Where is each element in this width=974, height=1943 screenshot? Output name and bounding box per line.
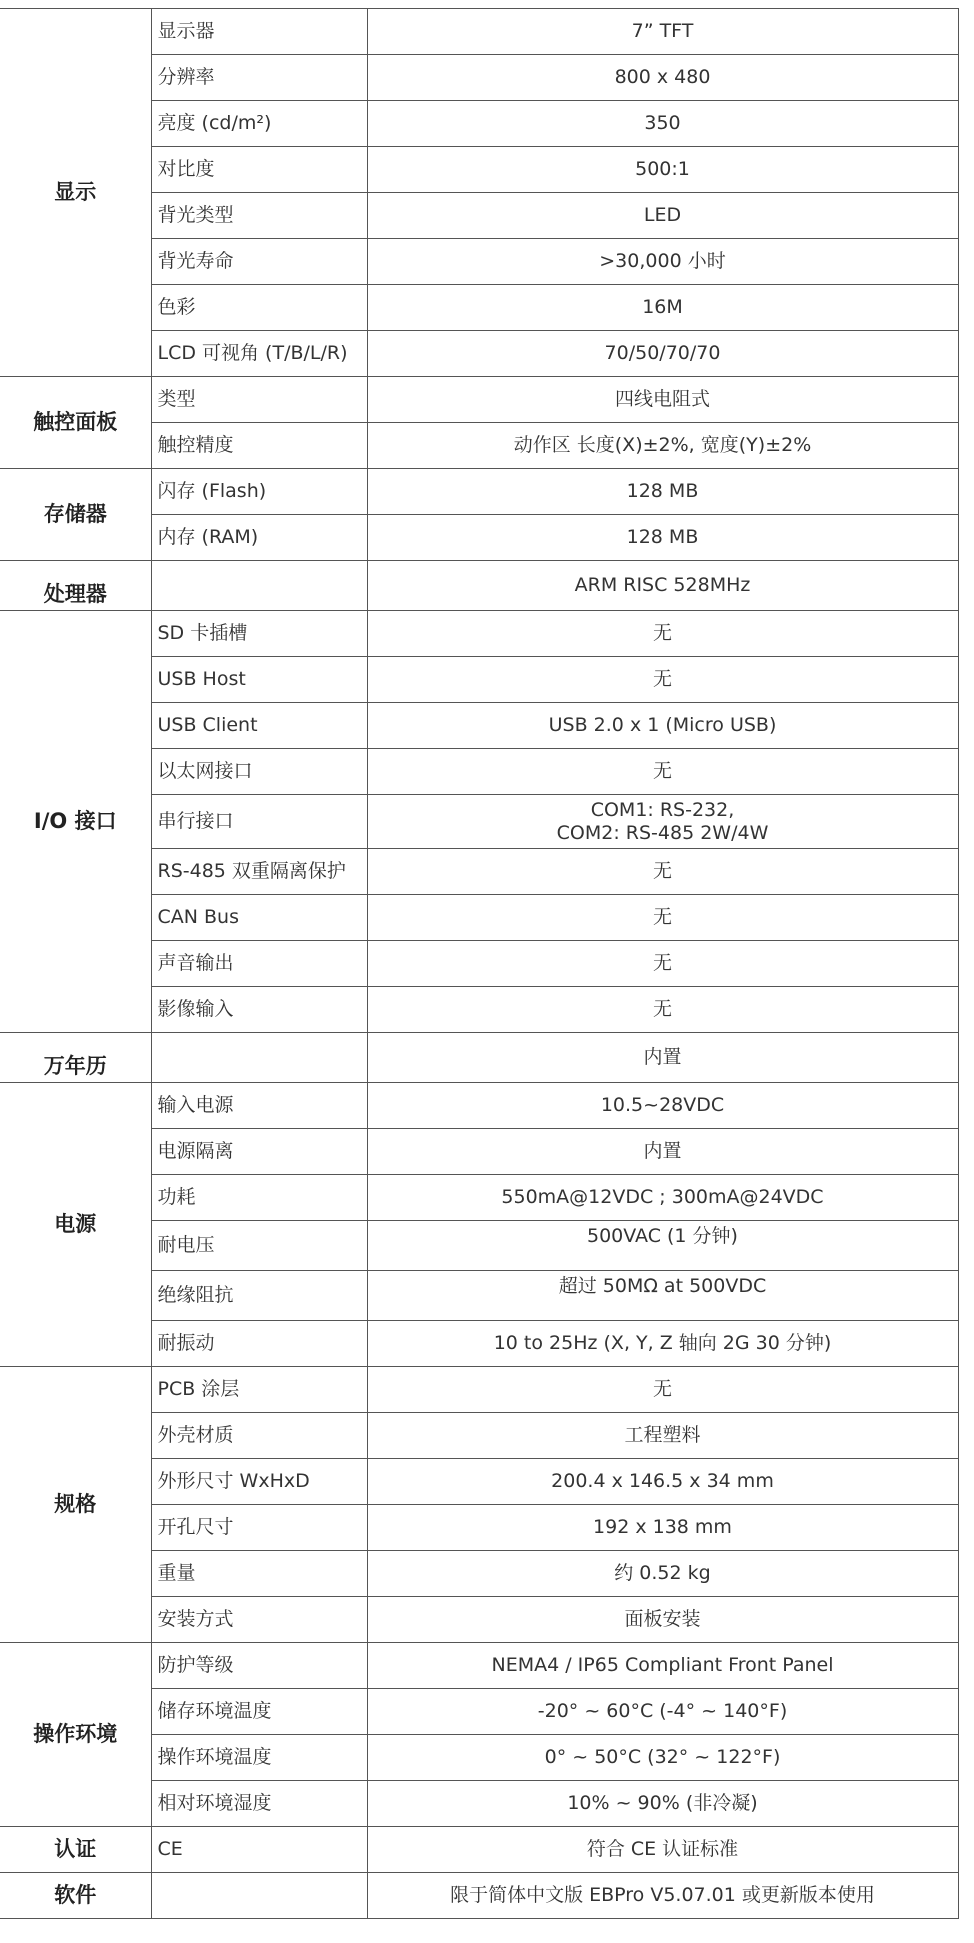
item-cell xyxy=(151,561,367,611)
item-cell: 以太网接口 xyxy=(151,749,367,795)
item-cell: 储存环境温度 xyxy=(151,1689,367,1735)
spec-row xyxy=(0,1033,958,1083)
value-cell xyxy=(367,611,958,657)
item-cell: 分辨率 xyxy=(151,55,367,101)
value-cell xyxy=(367,1689,958,1735)
value-line: 符合 CE 认证标准 xyxy=(586,1838,739,1860)
item-cell: 串行接口 xyxy=(151,795,367,849)
item-cell: PCB 涂层 xyxy=(151,1367,367,1413)
item-cell: 显示器 xyxy=(151,9,367,55)
value-line: 500:1 xyxy=(635,158,690,180)
item-cell: 防护等级 xyxy=(151,1643,367,1689)
value-line: -20° ~ 60°C (-4° ~ 140°F) xyxy=(537,1700,788,1722)
value-cell xyxy=(367,377,958,423)
item-cell: 亮度 (cd/m²) xyxy=(151,101,367,147)
item-cell: 外壳材质 xyxy=(151,1413,367,1459)
category-cell: I/O 接口 xyxy=(0,611,151,1033)
value-line: 四线电阻式 xyxy=(614,388,710,410)
value-cell xyxy=(367,239,958,285)
value-line: 无 xyxy=(652,622,672,644)
category-cell: 处理器 xyxy=(0,561,151,611)
value-line: LED xyxy=(643,204,682,226)
category-cell: 软件 xyxy=(0,1873,151,1919)
category-cell: 显示 xyxy=(0,9,151,377)
item-cell: 安装方式 xyxy=(151,1597,367,1643)
item-cell xyxy=(151,1033,367,1083)
item-cell: 类型 xyxy=(151,377,367,423)
spec-table xyxy=(0,8,959,1919)
value-line: 无 xyxy=(652,952,672,974)
value-line: 超过 50MΩ at 500VDC xyxy=(558,1275,767,1297)
value-line: 动作区 长度(X)±2%, 宽度(Y)±2% xyxy=(513,434,812,456)
value-line: 面板安装 xyxy=(624,1608,701,1630)
value-cell xyxy=(367,1271,958,1321)
item-cell: 触控精度 xyxy=(151,423,367,469)
category-cell: 认证 xyxy=(0,1827,151,1873)
item-cell: 内存 (RAM) xyxy=(151,515,367,561)
value-line: 70/50/70/70 xyxy=(604,342,721,364)
spec-row xyxy=(0,1083,958,1129)
spec-row xyxy=(0,9,958,55)
value-cell xyxy=(367,1175,958,1221)
value-cell xyxy=(367,515,958,561)
value-line: 200.4 x 146.5 x 34 mm xyxy=(551,1470,774,1492)
value-cell xyxy=(367,193,958,239)
item-cell: USB Client xyxy=(151,703,367,749)
value-cell xyxy=(367,703,958,749)
spec-row xyxy=(0,377,958,423)
value-line: 无 xyxy=(652,760,672,782)
value-cell xyxy=(367,849,958,895)
value-cell xyxy=(367,1221,958,1271)
value-cell xyxy=(367,941,958,987)
category-cell: 规格 xyxy=(0,1367,151,1643)
value-line: 128 MB xyxy=(626,526,699,548)
item-cell: 重量 xyxy=(151,1551,367,1597)
value-line: 10.5~28VDC xyxy=(600,1094,725,1116)
item-cell: 影像输入 xyxy=(151,987,367,1033)
value-cell xyxy=(367,1321,958,1367)
value-cell xyxy=(367,1129,958,1175)
item-cell: USB Host xyxy=(151,657,367,703)
item-cell: 电源隔离 xyxy=(151,1129,367,1175)
value-line: ARM RISC 528MHz xyxy=(574,574,751,596)
value-cell xyxy=(367,55,958,101)
value-line: 192 x 138 mm xyxy=(593,1516,732,1538)
value-cell xyxy=(367,1367,958,1413)
item-cell: 对比度 xyxy=(151,147,367,193)
value-line: 10 to 25Hz (X, Y, Z 轴向 2G 30 分钟) xyxy=(493,1332,832,1354)
item-cell: LCD 可视角 (T/B/L/R) xyxy=(151,331,367,377)
item-cell xyxy=(151,1873,367,1919)
item-cell: 色彩 xyxy=(151,285,367,331)
item-cell: 开孔尺寸 xyxy=(151,1505,367,1551)
value-cell xyxy=(367,331,958,377)
value-line: 内置 xyxy=(643,1046,682,1068)
value-cell xyxy=(367,895,958,941)
item-cell: 闪存 (Flash) xyxy=(151,469,367,515)
item-cell: 相对环境湿度 xyxy=(151,1781,367,1827)
category-cell: 触控面板 xyxy=(0,377,151,469)
value-line: 无 xyxy=(652,668,672,690)
value-line: NEMA4 / IP65 Compliant Front Panel xyxy=(491,1654,834,1676)
category-cell: 操作环境 xyxy=(0,1643,151,1827)
category-cell: 存储器 xyxy=(0,469,151,561)
value-cell xyxy=(367,101,958,147)
value-line: 800 x 480 xyxy=(614,66,711,88)
value-cell xyxy=(367,1873,958,1919)
value-line: 无 xyxy=(652,906,672,928)
value-cell xyxy=(367,1459,958,1505)
value-cell xyxy=(367,561,958,611)
item-cell: 背光寿命 xyxy=(151,239,367,285)
value-cell xyxy=(367,423,958,469)
value-cell xyxy=(367,657,958,703)
item-cell: 耐振动 xyxy=(151,1321,367,1367)
value-line: 16M xyxy=(642,296,683,318)
value-line: 工程塑料 xyxy=(624,1424,701,1446)
item-cell: CE xyxy=(151,1827,367,1873)
item-cell: 耐电压 xyxy=(151,1221,367,1271)
value-cell xyxy=(367,795,958,849)
value-line: 限于简体中文版 EBPro V5.07.01 或更新版本使用 xyxy=(450,1884,875,1906)
item-cell: CAN Bus xyxy=(151,895,367,941)
value-cell xyxy=(367,1827,958,1873)
value-cell xyxy=(367,1735,958,1781)
value-line: 128 MB xyxy=(626,480,699,502)
value-line: 350 xyxy=(644,112,681,134)
value-line: 7” TFT xyxy=(631,20,694,42)
value-cell xyxy=(367,1413,958,1459)
value-line: 内置 xyxy=(643,1140,682,1162)
value-cell xyxy=(367,987,958,1033)
value-cell xyxy=(367,147,958,193)
spec-row xyxy=(0,561,958,611)
value-line: COM2: RS-485 2W/4W xyxy=(556,821,769,844)
spec-row xyxy=(0,1827,958,1873)
value-cell xyxy=(367,1781,958,1827)
value-cell xyxy=(367,749,958,795)
item-cell: 输入电源 xyxy=(151,1083,367,1129)
value-line: 0° ~ 50°C (32° ~ 122°F) xyxy=(544,1746,781,1768)
item-cell: SD 卡插槽 xyxy=(151,611,367,657)
value-line: 约 0.52 kg xyxy=(614,1562,711,1584)
spec-row xyxy=(0,1367,958,1413)
value-cell xyxy=(367,285,958,331)
value-line: 无 xyxy=(652,1378,672,1400)
value-cell xyxy=(367,9,958,55)
value-line: 无 xyxy=(652,998,672,1020)
spec-row xyxy=(0,469,958,515)
spec-row xyxy=(0,611,958,657)
item-cell: 背光类型 xyxy=(151,193,367,239)
category-cell: 电源 xyxy=(0,1083,151,1367)
item-cell: 功耗 xyxy=(151,1175,367,1221)
value-cell xyxy=(367,469,958,515)
item-cell: 外形尺寸 WxHxD xyxy=(151,1459,367,1505)
item-cell: RS-485 双重隔离保护 xyxy=(151,849,367,895)
value-line: COM1: RS-232, xyxy=(590,798,735,821)
value-cell xyxy=(367,1597,958,1643)
value-cell xyxy=(367,1551,958,1597)
value-line: >30,000 小时 xyxy=(599,250,726,272)
value-cell xyxy=(367,1643,958,1689)
value-cell xyxy=(367,1083,958,1129)
spec-row xyxy=(0,1873,958,1919)
value-line: 无 xyxy=(652,860,672,882)
spec-row xyxy=(0,1643,958,1689)
value-cell xyxy=(367,1033,958,1083)
value-line: 550mA@12VDC ; 300mA@24VDC xyxy=(501,1186,824,1208)
category-cell: 万年历 xyxy=(0,1033,151,1083)
item-cell: 操作环境温度 xyxy=(151,1735,367,1781)
item-cell: 绝缘阻抗 xyxy=(151,1271,367,1321)
value-line: 500VAC (1 分钟) xyxy=(587,1225,738,1247)
value-line: USB 2.0 x 1 (Micro USB) xyxy=(548,714,777,736)
item-cell: 声音输出 xyxy=(151,941,367,987)
value-line: 10% ~ 90% (非冷凝) xyxy=(567,1792,758,1814)
value-cell xyxy=(367,1505,958,1551)
